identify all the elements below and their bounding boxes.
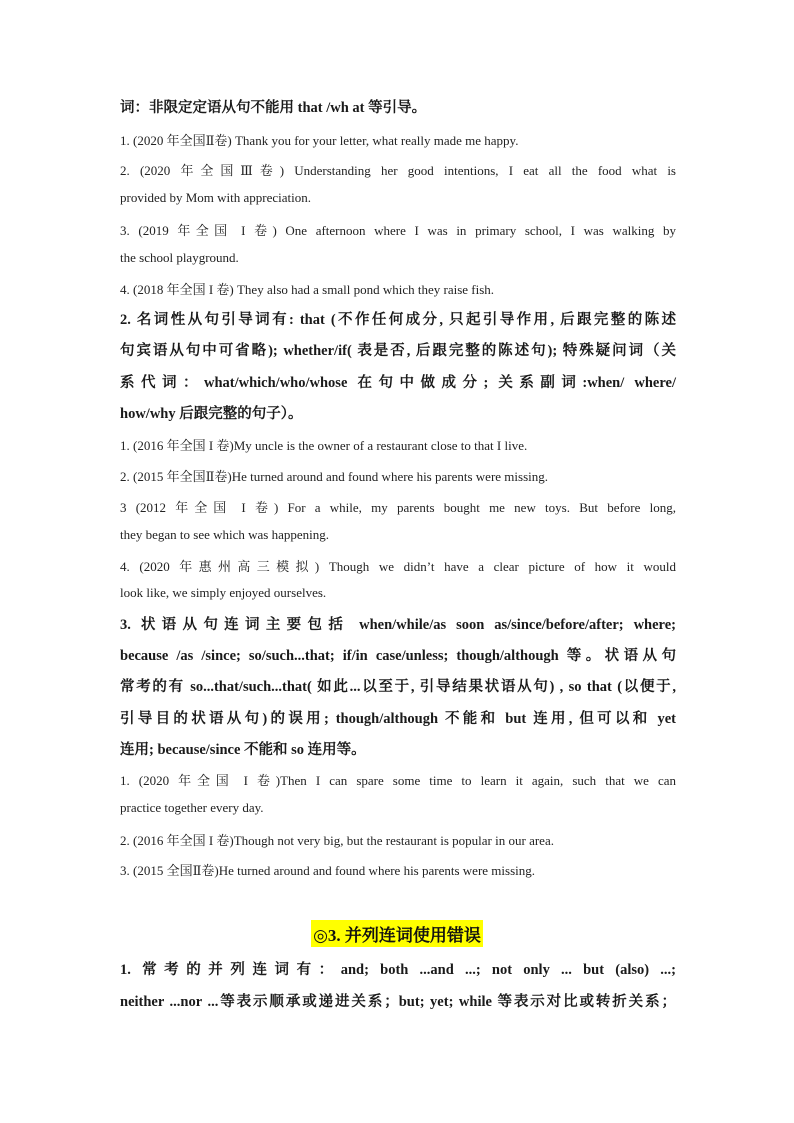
point3-example-3: 3. (2015 全国Ⅱ卷)He turned around and found where his parents were missing. [120, 863, 535, 878]
point2-line-1: 2. 名词性从句引导词有: that (不作任何成分, 只起引导作用, 后跟完整的陈述 [120, 312, 676, 328]
section2-example-2: 2. (2020 年全国Ⅲ卷) Understanding her good intentions, I eat all the food what is [120, 163, 676, 178]
section2-example-2-cont: provided by Mom with appreciation. [120, 190, 311, 205]
point2-line-3: 系代词：what/which/who/whose 在句中做成分; 关系副词:when/ where/ [120, 375, 676, 391]
section3-point1-line-1: 1. 常考的并列连词有：and; both ...and ...; not only ... but (also) ...; [120, 962, 676, 978]
section2-example-3: 3. (2019 年全国 I 卷) One afternoon where I was in primary school, I was walking by [120, 223, 676, 238]
point3-line-2: because /as /since; so/such...that; if/in case/unless; though/although 等。状语从句 [120, 648, 676, 664]
point2-line-2: 句宾语从句中可省略); whether/if( 表是否, 后跟完整的陈述句); 特殊疑问词（关 [120, 343, 676, 359]
point3-example-1: 1. (2020 年全国 I 卷)Then I can spare some time to learn it again, such that we can [120, 773, 676, 788]
section2-intro: 词：非限定定语从句不能用 that /wh at 等引导。 [120, 100, 427, 116]
section3-point1-line-2: neither ...nor ...等表示顺承或递进关系；but; yet; while 等表示对比或转折关系； [120, 994, 676, 1010]
point3-line-3: 常考的有 so...that/such...that( 如此...以至于, 引导结果状语从句) , so that (以便于, [120, 679, 676, 695]
point3-example-1-cont: practice together every day. [120, 800, 264, 815]
point2-example-2: 2. (2015 年全国Ⅱ卷)He turned around and found where his parents were missing. [120, 469, 548, 484]
section2-example-4: 4. (2018 年全国 I 卷) They also had a small pond which they raise fish. [120, 282, 495, 297]
point3-line-1: 3. 状语从句连词主要包括 when/while/as soon as/since/before/after; where; [120, 617, 676, 633]
section3-heading: ◎3. 并列连词使用错误 [311, 920, 483, 947]
point2-example-1: 1. (2016 年全国 I 卷)My uncle is the owner of a restaurant close to that I live. [120, 438, 528, 453]
point3-line-4: 引导目的状语从句)的误用; though/although 不能和 but 连用, 但可以和 yet [120, 711, 676, 727]
point3-line-5: 连用; because/since 不能和 so 连用等。 [120, 742, 366, 758]
point2-example-3-cont: they began to see which was happening. [120, 527, 330, 542]
point2-example-3: 3 (2012 年全国 I 卷) For a while, my parents bought me new toys. But before long, [120, 500, 676, 515]
section3-heading-wrap [0, 920, 794, 947]
point3-example-2: 2. (2016 年全国 I 卷)Though not very big, but the restaurant is popular in our area. [120, 833, 554, 848]
point2-line-4: how/why 后跟完整的句子）。 [120, 406, 303, 422]
point2-example-4: 4. (2020 年惠州高三模拟) Though we didn’t have a clear picture of how it would [120, 559, 676, 574]
section2-example-1: 1. (2020 年全国Ⅱ卷) Thank you for your letter, what really made me happy. [120, 133, 519, 148]
point2-example-4-cont: look like, we simply enjoyed ourselves. [120, 585, 327, 600]
section2-example-3-cont: the school playground. [120, 250, 239, 265]
